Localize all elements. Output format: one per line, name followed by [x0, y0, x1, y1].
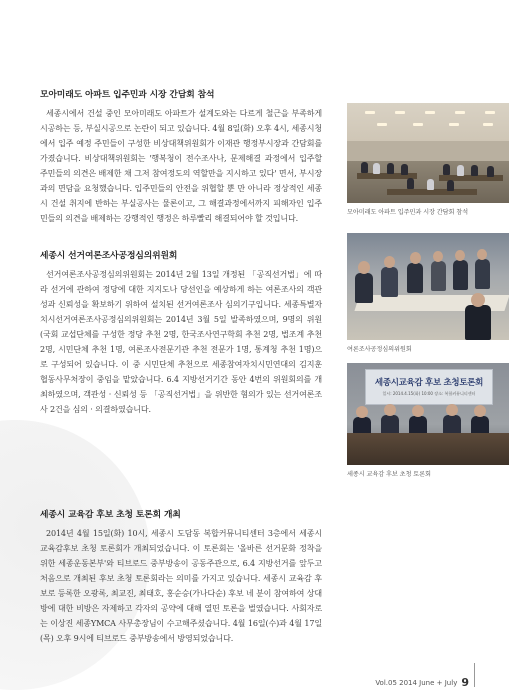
banner-title: 세종시교육감 후보 초청토론회 — [374, 378, 484, 388]
debate-forum-photo — [347, 363, 509, 465]
meeting-room-photo — [347, 103, 509, 203]
banner-subtitle: 일시: 2014.4.15(화) 10:00 장소: 복합커뮤니티센터 — [382, 391, 476, 396]
issue-info: Vol.05 2014 June + July — [375, 679, 458, 687]
article-education-debate — [40, 507, 322, 646]
photo-caption: 모아미래도 아파트 입주민과 시장 간담회 참석 — [347, 209, 468, 216]
article-body: 선거여론조사공정심의위원회는 2014년 2월 13일 개정된 「공직선거법」에 따라 선거에 관하여 정당에 대한 지지도나 당선인을 예상하게 하는 여론조사의 객관성과 신뢰성을 확보하기 위하여 설치된 선거여론조사 심의기구입니다. 세종특별자치시선거여론조사공정심의위원회는 2014년 3월 5일 발족하였으며, 9명의 위원(국회 교섭단체를 구성한 정당 추천 2명, 한국조사연구학회 추천 2명, 법조계 추천 2명, 시민단체 추천 1명, 여론조사전문기관 추천 전문가 1명, 통계청 추천 1명)으로 구성되어 있습니다. 이 중 시민단체 추천으로 세종참여자치시민연대의 김지훈 협동사무처장이 중임을 맡았습니다. 6.4 지방선거기간 동안 4번의 위원회의를 개최하였으며, 객관성 · 신뢰성 등 「공직선거법」을 위반한 혐의가 있는 선거여론조사 2건을 심의 · 의결하였습니다. — [40, 270, 322, 414]
photo-block-education-debate — [347, 363, 509, 478]
footer-divider — [474, 663, 475, 687]
page-number: 9 — [461, 676, 469, 689]
article-title: 모아미래도 아파트 입주민과 시장 간담회 참석 — [40, 90, 215, 100]
article-apartment-meeting — [40, 87, 322, 226]
article-title: 세종시 교육감 후보 초청 토론회 개최 — [40, 510, 181, 520]
forum-banner — [365, 369, 493, 405]
committee-photo — [347, 233, 509, 340]
photo-caption: 여론조사공정심의위원회 — [347, 346, 412, 353]
photo-block-apartment-meeting — [347, 103, 509, 216]
article-title: 세종시 선거여론조사공정심의위원회 — [40, 251, 178, 261]
article-body: 세종시에서 건설 중인 모아미래도 아파트가 설계도와는 다르게 철근을 부족하게 시공하는 등, 부실시공으로 논란이 되고 있습니다. 4월 8일(화) 오후 4시, 세종시청에서 입주 예정 주민들이 구성한 비상대책위원회가 이재관 행정부시장과 간담회를 가졌습니다. 비상대책위원회는 '행복청이 전수조사나, 문제해결 과정에서 입주할 주민들의 의견은 배제한 채 그저 참여정도의 역할만을 지시하고 있다' 면서, 부시장과의 면담을 요청했습니다. 입주민들의 안전을 위협할 뿐 만 아니라 정상적인 세종시 건설 취지에 반하는 부실공사는 물론이고, 그 해결과정에서까지 피해자인 입주민들의 의견을 배제하는 강행적인 행정은 하루빨리 해결되어야 할 것입니다. — [40, 109, 322, 223]
page-footer — [375, 676, 469, 689]
photo-block-poll-committee — [347, 233, 509, 353]
photo-caption: 세종시 교육감 후보 초청 토론회 — [347, 471, 431, 478]
article-body: 2014년 4월 15일(화) 10시, 세종시 도담동 복합커뮤니티센터 3층에서 세종시 교육감후보 초청 토론회가 개최되었습니다. 이 토론회는 '올바른 선거문화 정착을 위한 세종운동본부'와 티브로드 중부방송이 공동주관으로, 6.4 지방선거를 앞두고 처음으로 개최된 후보 초청 토론회라는 의미를 가지고 있습니다. 세종시 교육감 후보로 등록한 오광록, 최교진, 최태호, 홍순승(가나다순) 후보 네 분이 참여하여 상대방에 대한 비방은 자제하고 각자의 공약에 대해 열띤 토론을 벌였습니다. 사회자로는 이상진 세종YMCA 사무총장님이 수고해주셨습니다. 4월 16일(수)과 4월 17일(목) 오후 9시에 티브로드 중부방송에서 방영되었습니다. — [40, 529, 322, 643]
article-poll-committee — [40, 248, 322, 417]
